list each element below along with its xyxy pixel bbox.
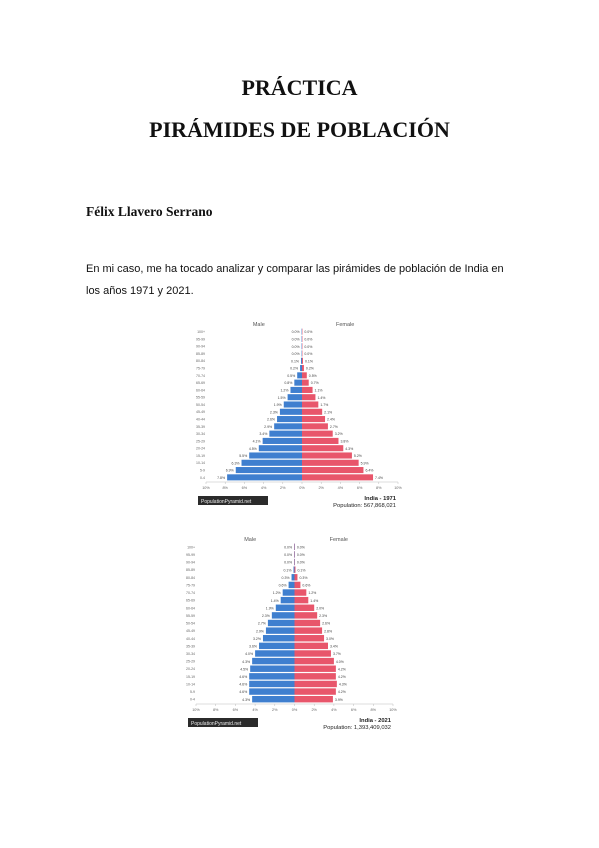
value-male-0-4: 7.8%: [217, 475, 226, 480]
value-male-20-24: 4.5%: [240, 667, 249, 672]
age-label-30-34: 30-34: [186, 652, 195, 656]
bar-female-10-14: [295, 681, 337, 687]
value-female-15-19: 5.2%: [353, 454, 362, 459]
bar-male-60-64: [276, 605, 295, 611]
legend-male: Male: [244, 537, 257, 543]
value-female-70-74: 0.5%: [308, 373, 317, 378]
bar-male-5-9: [236, 467, 302, 473]
value-male-90-94: 0.0%: [284, 560, 293, 565]
bar-female-70-74: [302, 372, 307, 378]
age-label-50-54: 50-54: [196, 402, 205, 407]
value-female-45-49: 2.1%: [324, 410, 333, 415]
chart-title: India - 1971: [364, 496, 396, 502]
age-label-55-59: 55-59: [196, 395, 205, 400]
value-male-5-9: 6.9%: [225, 468, 234, 473]
x-tick-label: 2%: [318, 486, 324, 490]
value-female-30-34: 3.7%: [332, 652, 341, 657]
bar-male-30-34: [255, 650, 294, 656]
x-tick-label: 4%: [260, 486, 267, 490]
bar-female-20-24: [302, 445, 343, 451]
bar-female-85-89: [295, 566, 296, 572]
bar-female-35-39: [295, 643, 328, 649]
bar-female-40-44: [295, 635, 325, 641]
bar-male-10-14: [242, 460, 302, 466]
value-male-30-34: 3.4%: [259, 432, 268, 437]
value-female-5-9: 4.2%: [337, 690, 346, 695]
age-label-0-4: 0-4: [189, 697, 195, 702]
value-female-80-84: 0.1%: [304, 359, 313, 364]
x-tick-label: 8%: [212, 708, 219, 712]
age-label-90-94: 90-94: [196, 344, 205, 349]
value-female-60-64: 1.1%: [314, 388, 323, 393]
age-label-25-29: 25-29: [196, 439, 205, 444]
x-tick-label: 0%: [291, 708, 298, 712]
intro-paragraph-line-1: En mi caso, me ha tocado analizar y comparar las pirámides de población de India en: [86, 263, 504, 275]
bar-female-55-59: [302, 394, 315, 400]
bar-male-85-89: [294, 566, 295, 572]
bar-male-70-74: [283, 589, 295, 595]
value-female-25-29: 4.0%: [335, 659, 344, 664]
bar-male-50-54: [284, 401, 302, 407]
bar-female-5-9: [295, 688, 336, 694]
value-male-95-99: 0.0%: [291, 337, 300, 342]
bar-female-50-54: [302, 401, 318, 407]
bar-female-75-79: [302, 365, 304, 371]
age-label-45-49: 45-49: [196, 410, 205, 415]
legend-female: Female: [329, 537, 348, 543]
value-male-70-74: 1.2%: [272, 591, 281, 596]
bar-female-70-74: [295, 589, 307, 595]
bar-male-15-19: [249, 452, 302, 458]
bar-male-80-84: [292, 574, 295, 580]
chart-title: India - 2021: [359, 718, 391, 724]
x-tick-label: 2%: [280, 486, 286, 490]
value-female-0-4: 7.4%: [375, 475, 384, 480]
x-tick-label: 10%: [202, 486, 210, 490]
bar-male-45-49: [266, 627, 295, 633]
bar-male-75-79: [289, 582, 295, 588]
age-label-85-89: 85-89: [196, 351, 205, 356]
age-label-5-9: 5-9: [199, 468, 205, 473]
age-label-40-44: 40-44: [196, 417, 205, 422]
age-label-90-94: 90-94: [186, 560, 195, 565]
x-tick-label: 8%: [370, 708, 377, 712]
value-male-65-69: 0.8%: [284, 381, 293, 386]
value-female-45-49: 2.8%: [324, 629, 333, 634]
value-female-90-94: 0.0%: [296, 560, 305, 565]
value-male-95-99: 0.0%: [284, 553, 293, 558]
value-female-40-44: 2.4%: [327, 417, 336, 422]
age-label-80-84: 80-84: [196, 359, 205, 364]
bar-male-80-84: [301, 358, 302, 364]
value-male-100+: 0.0%: [291, 330, 300, 335]
value-female-50-54: 1.7%: [320, 403, 329, 408]
age-label-10-14: 10-14: [186, 682, 195, 687]
value-male-10-14: 6.3%: [231, 461, 240, 466]
value-female-10-14: 4.3%: [338, 682, 347, 687]
bar-male-45-49: [280, 409, 302, 415]
age-label-45-49: 45-49: [186, 629, 195, 634]
value-female-95-99: 0.0%: [296, 553, 305, 558]
value-female-25-29: 3.8%: [340, 439, 349, 444]
intro-paragraph-line-2: los años 1971 y 2021.: [86, 285, 194, 297]
document-subtitle: PIRÁMIDES DE POBLACIÓN: [149, 117, 450, 142]
age-label-40-44: 40-44: [186, 636, 195, 641]
age-label-70-74: 70-74: [196, 373, 205, 378]
x-tick-label: 4%: [252, 708, 258, 712]
x-tick-label: 10%: [394, 486, 402, 490]
value-male-55-59: 1.5%: [277, 395, 286, 400]
bar-female-5-9: [302, 467, 363, 473]
value-male-20-24: 4.5%: [248, 446, 257, 451]
bar-female-20-24: [295, 666, 336, 672]
age-label-15-19: 15-19: [196, 453, 205, 458]
value-female-65-69: 1.4%: [310, 598, 319, 603]
value-male-50-54: 2.7%: [257, 621, 266, 626]
bar-male-20-24: [250, 666, 294, 672]
bar-male-35-39: [274, 423, 302, 429]
value-male-45-49: 2.9%: [255, 629, 264, 634]
bar-female-45-49: [302, 409, 322, 415]
x-tick-label: 2%: [272, 708, 278, 712]
value-male-0-4: 4.3%: [242, 697, 251, 702]
age-label-25-29: 25-29: [186, 659, 195, 664]
value-female-60-64: 2.0%: [316, 606, 325, 611]
x-tick-label: 6%: [350, 708, 357, 712]
value-male-10-14: 4.6%: [239, 682, 248, 687]
bar-female-35-39: [302, 423, 328, 429]
value-male-55-59: 2.3%: [261, 614, 270, 619]
age-label-30-34: 30-34: [196, 432, 205, 437]
pyramid-2021-svg: [182, 533, 407, 745]
watermark-text: PopulationPyramid.net: [201, 499, 252, 505]
bar-male-60-64: [290, 387, 302, 393]
bar-female-15-19: [302, 452, 352, 458]
bar-female-25-29: [295, 658, 334, 664]
value-male-35-39: 2.9%: [264, 424, 273, 429]
bar-male-70-74: [297, 372, 302, 378]
x-tick-label: 10%: [192, 708, 200, 712]
bar-male-40-44: [263, 635, 295, 641]
bar-female-60-64: [295, 605, 315, 611]
intro-paragraph: [86, 258, 526, 302]
age-label-60-64: 60-64: [196, 388, 205, 393]
value-female-95-99: 0.0%: [304, 337, 313, 342]
bar-male-25-29: [252, 658, 294, 664]
age-label-80-84: 80-84: [186, 575, 195, 580]
bar-female-30-34: [302, 431, 333, 437]
bar-female-15-19: [295, 673, 336, 679]
value-male-70-74: 0.5%: [287, 373, 296, 378]
value-female-75-79: 0.2%: [305, 366, 314, 371]
bar-female-45-49: [295, 627, 323, 633]
value-female-50-54: 2.6%: [322, 621, 331, 626]
age-label-100+: 100+: [187, 545, 195, 550]
x-tick-label: 2%: [311, 708, 317, 712]
value-female-40-44: 3.0%: [326, 636, 335, 641]
watermark-text: PopulationPyramid.net: [191, 721, 242, 727]
chart-population: Population: 1,393,409,032: [323, 725, 391, 731]
value-female-85-89: 0.1%: [297, 568, 306, 573]
value-female-80-84: 0.3%: [299, 575, 308, 580]
bar-male-50-54: [268, 620, 295, 626]
age-label-65-69: 65-69: [186, 598, 195, 603]
value-female-35-39: 2.7%: [329, 424, 338, 429]
bar-male-0-4: [227, 474, 302, 480]
x-tick-label: 6%: [356, 486, 363, 490]
bar-female-0-4: [295, 696, 333, 702]
value-male-15-19: 4.6%: [239, 675, 248, 680]
document-title: PRÁCTICA: [241, 75, 358, 100]
bar-female-40-44: [302, 416, 325, 422]
value-male-80-84: 0.1%: [291, 359, 300, 364]
value-male-60-64: 1.2%: [280, 388, 289, 393]
x-tick-label: 8%: [222, 486, 228, 490]
legend-male: Male: [252, 322, 265, 328]
population-pyramid-2021: [182, 533, 407, 745]
value-female-100+: 0.0%: [296, 545, 305, 550]
bar-male-55-59: [272, 612, 295, 618]
bar-female-80-84: [295, 574, 298, 580]
bar-female-55-59: [295, 612, 318, 618]
bar-female-0-4: [302, 474, 373, 480]
age-label-95-99: 95-99: [196, 337, 205, 342]
x-tick-label: 6%: [232, 708, 239, 712]
chart-population: Population: 567,868,021: [333, 503, 396, 509]
age-label-0-4: 0-4: [199, 475, 205, 480]
age-label-70-74: 70-74: [186, 591, 195, 596]
value-female-20-24: 4.2%: [337, 667, 346, 672]
value-male-30-34: 4.0%: [245, 652, 254, 657]
value-female-70-74: 1.2%: [308, 591, 317, 596]
age-label-10-14: 10-14: [196, 461, 205, 466]
value-female-75-79: 0.6%: [302, 583, 311, 588]
value-male-40-44: 3.2%: [252, 636, 261, 641]
bar-male-55-59: [288, 394, 302, 400]
age-label-75-79: 75-79: [186, 583, 195, 588]
value-female-35-39: 3.4%: [329, 644, 338, 649]
population-pyramid-1971: [192, 318, 412, 523]
age-label-85-89: 85-89: [186, 568, 195, 573]
age-label-75-79: 75-79: [196, 366, 205, 371]
value-female-20-24: 4.3%: [345, 446, 354, 451]
value-male-60-64: 1.9%: [265, 606, 274, 611]
x-tick-label: 4%: [337, 486, 344, 490]
bar-female-10-14: [302, 460, 359, 466]
value-female-55-59: 2.3%: [319, 614, 328, 619]
value-male-75-79: 0.2%: [290, 366, 299, 371]
bar-female-65-69: [302, 380, 309, 386]
bar-male-40-44: [277, 416, 302, 422]
value-female-0-4: 3.9%: [334, 697, 343, 702]
value-female-10-14: 5.9%: [360, 461, 369, 466]
x-tick-label: 0%: [299, 486, 305, 490]
bar-male-65-69: [294, 380, 302, 386]
bar-male-5-9: [249, 688, 294, 694]
value-female-100+: 0.0%: [304, 330, 313, 335]
age-label-55-59: 55-59: [186, 613, 195, 618]
value-male-100+: 0.0%: [284, 545, 293, 550]
value-male-90-94: 0.0%: [291, 344, 300, 349]
bar-male-75-79: [300, 365, 302, 371]
bar-male-10-14: [249, 681, 294, 687]
x-tick-label: 4%: [331, 708, 337, 712]
age-label-35-39: 35-39: [196, 424, 205, 429]
value-female-55-59: 1.4%: [317, 395, 326, 400]
age-label-65-69: 65-69: [196, 381, 205, 386]
bar-female-50-54: [295, 620, 321, 626]
age-label-5-9: 5-9: [189, 690, 195, 695]
bar-female-75-79: [295, 582, 301, 588]
value-male-40-44: 2.6%: [267, 417, 276, 422]
author-name: Félix Llavero Serrano: [86, 204, 213, 219]
bar-female-60-64: [302, 387, 313, 393]
age-label-50-54: 50-54: [186, 621, 195, 626]
value-female-30-34: 3.2%: [334, 432, 343, 437]
age-label-15-19: 15-19: [186, 674, 195, 679]
value-male-25-29: 4.3%: [242, 659, 251, 664]
value-male-75-79: 0.6%: [278, 583, 287, 588]
value-male-35-39: 3.6%: [249, 644, 258, 649]
bar-female-65-69: [295, 597, 309, 603]
x-tick-label: 6%: [241, 486, 248, 490]
value-male-25-29: 4.1%: [252, 439, 261, 444]
bar-female-30-34: [295, 650, 331, 656]
value-male-80-84: 0.3%: [281, 575, 290, 580]
bar-male-35-39: [259, 643, 294, 649]
value-male-85-89: 0.1%: [283, 568, 292, 573]
bar-male-20-24: [259, 445, 302, 451]
bar-male-25-29: [263, 438, 302, 444]
value-female-65-69: 0.7%: [310, 381, 319, 386]
value-male-15-19: 5.5%: [239, 454, 248, 459]
x-tick-label: 10%: [389, 708, 397, 712]
bar-male-30-34: [269, 431, 302, 437]
age-label-95-99: 95-99: [186, 552, 195, 557]
value-male-85-89: 0.0%: [291, 352, 300, 357]
bar-male-0-4: [252, 696, 294, 702]
value-female-15-19: 4.2%: [337, 675, 346, 680]
x-tick-label: 8%: [376, 486, 382, 490]
bar-female-80-84: [302, 358, 303, 364]
value-male-50-54: 1.9%: [273, 403, 282, 408]
bar-female-25-29: [302, 438, 338, 444]
age-label-60-64: 60-64: [186, 606, 195, 611]
age-label-20-24: 20-24: [186, 667, 195, 672]
value-male-45-49: 2.3%: [269, 410, 278, 415]
value-male-5-9: 4.6%: [239, 690, 248, 695]
age-label-20-24: 20-24: [196, 446, 205, 451]
value-female-5-9: 6.4%: [365, 468, 374, 473]
value-female-90-94: 0.0%: [304, 344, 313, 349]
legend-female: Female: [336, 322, 355, 328]
age-label-35-39: 35-39: [186, 644, 195, 649]
value-female-85-89: 0.0%: [304, 352, 313, 357]
value-male-65-69: 1.4%: [270, 598, 279, 603]
bar-male-15-19: [249, 673, 294, 679]
pyramid-1971-svg: [192, 318, 412, 523]
age-label-100+: 100+: [197, 330, 205, 335]
bar-male-65-69: [281, 597, 295, 603]
